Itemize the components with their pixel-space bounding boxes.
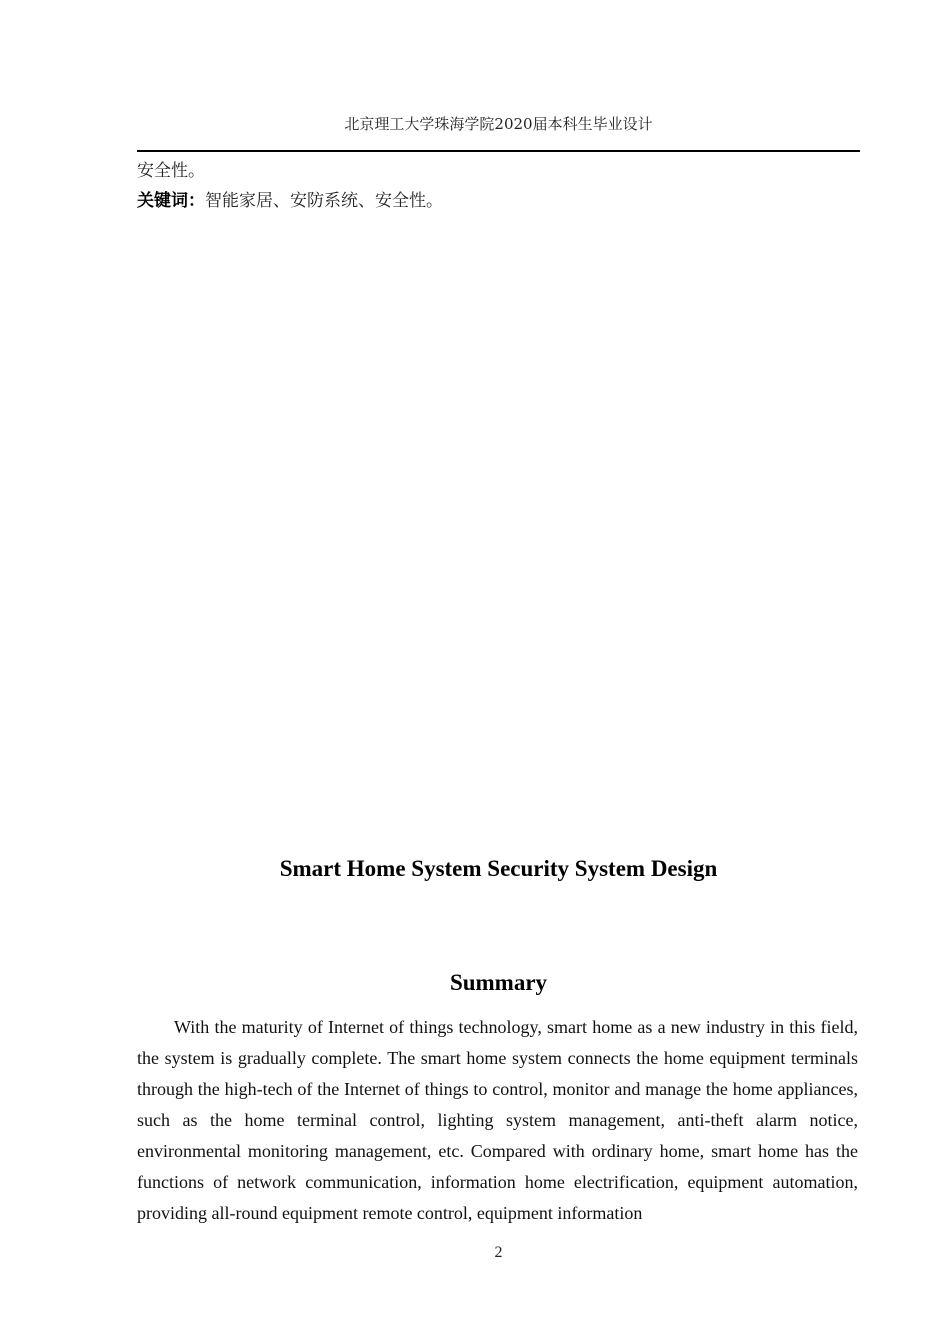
keywords-text: 智能家居、安防系统、安全性。 [205, 191, 443, 211]
summary-heading: Summary [449, 970, 548, 995]
keywords-label: 关键词： [137, 191, 205, 211]
header-divider [137, 150, 860, 152]
abstract-continuation: 安全性。 [137, 161, 205, 181]
running-header: 北京理工大学珠海学院2020届本科生毕业设计 [344, 115, 653, 133]
english-title: Smart Home System Security System Design [279, 856, 718, 881]
summary-paragraph: With the maturity of Internet of things technology, smart home as a new industry in this field, the system is gradually complete. The smart home system connects the home equipment terminals through the high-tech of the Internet of things to control, monitor and manage the home appliances, such as the home terminal control, lighting system management, anti-theft alarm notice, environmental monitoring management, etc. Compared with ordinary home, smart home has the functions of network communication, information home electrification, equipment automation, providing all-round equipment remote control, equipment information [137, 1017, 858, 1223]
keywords-line [137, 188, 443, 214]
page-number: 2 [494, 1244, 503, 1261]
